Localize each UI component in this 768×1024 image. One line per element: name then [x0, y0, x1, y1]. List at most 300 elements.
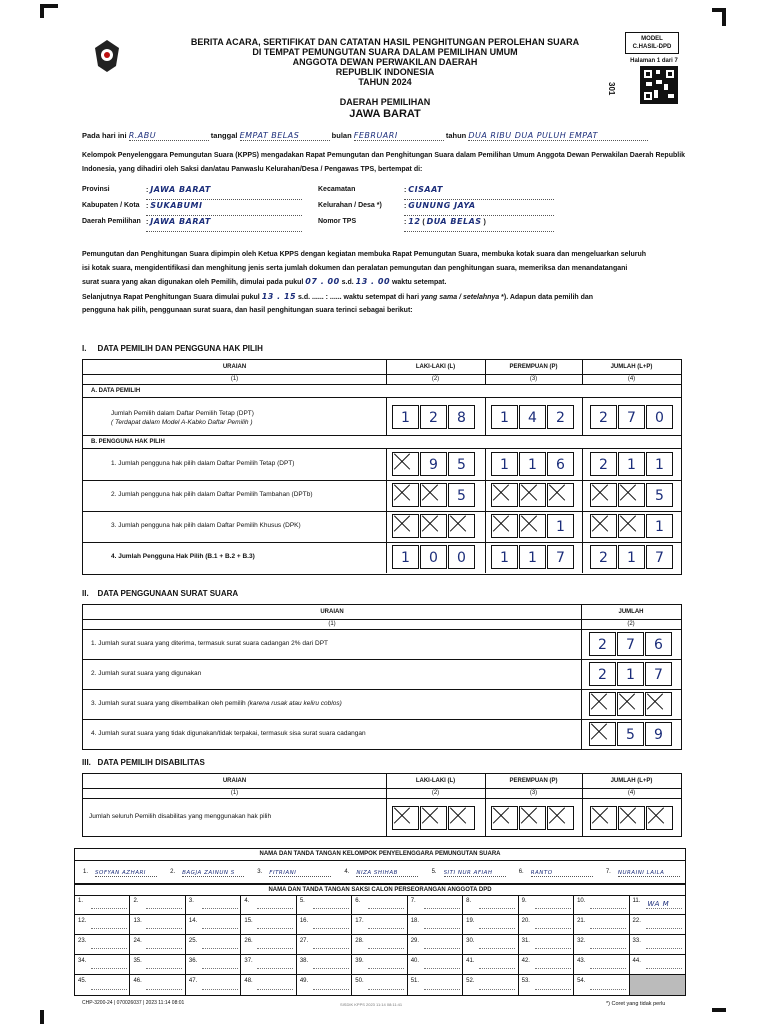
saksi-signature-cell	[630, 895, 685, 915]
digit-box: 5	[448, 483, 475, 507]
digit-box: 7	[618, 405, 645, 429]
digit-box: 1	[519, 545, 546, 569]
s2-row-text: 4. Jumlah surat suara yang tidak digunakan/tidak terpakai, termasuk sisa surat suara cadangan	[91, 730, 366, 737]
crossed-digit-box	[590, 483, 617, 507]
meeting-paragraph	[82, 248, 692, 318]
crossed-digit-box	[618, 514, 645, 538]
digit-box: 1	[617, 662, 644, 686]
digit-box: 5	[448, 452, 475, 476]
b-row-l-cell	[386, 511, 486, 543]
digit-box: 0	[448, 545, 475, 569]
crossed-digit-box	[589, 722, 616, 746]
signature-line	[646, 968, 682, 969]
signature-line	[313, 928, 349, 929]
para-text: *). Adapun data pemilih dan	[501, 293, 594, 301]
corner-mark	[722, 8, 726, 26]
title-line: DI TEMPAT PEMUNGUTAN SUARA DALAM PEMILIHAN UMUM	[252, 47, 518, 57]
saksi-number: 35.	[133, 958, 142, 964]
digit-box: 8	[448, 405, 475, 429]
tahun-label: tahun	[445, 131, 467, 140]
kpps-signature-cell	[162, 860, 249, 883]
saksi-number: 50.	[355, 978, 364, 984]
saksi-number: 32.	[577, 938, 586, 944]
crossed-digit-box	[617, 692, 644, 716]
col-number: (1)	[83, 619, 582, 630]
digit-group	[392, 405, 476, 429]
digit-box: 1	[618, 452, 645, 476]
digit-box: 1	[547, 514, 574, 538]
saksi-number: 39.	[355, 958, 364, 964]
b-row-label: 2. Jumlah pengguna hak pilih dalam Daftar Pemilih Tambahan (DPTb)	[111, 491, 313, 498]
section1-table	[82, 359, 682, 575]
digit-group	[589, 722, 673, 746]
s2-col-uraian: URAIAN	[83, 605, 582, 620]
saksi-number: 30.	[466, 938, 475, 944]
hari-value: R.ABU	[129, 131, 209, 141]
saksi-number: 45.	[78, 978, 87, 984]
kab-value: SUKABUMI	[150, 201, 203, 210]
saksi-signature-cell	[75, 955, 130, 975]
saksi-number: 5.	[299, 898, 305, 904]
saksi-number: 34.	[78, 958, 87, 964]
digit-box: 1	[392, 405, 419, 429]
saksi-number: 17.	[355, 918, 364, 924]
signature-line	[257, 908, 293, 909]
crossed-digit-box	[645, 692, 672, 716]
s2-row-value-cell	[581, 659, 681, 690]
kpps-name: NIZA SHIHAB	[356, 870, 418, 877]
kel-label: Kelurahan / Desa *)	[318, 202, 382, 209]
kpps-signature-cell	[336, 860, 423, 883]
saksi-signature-cell	[297, 915, 352, 935]
s2-row-value-cell	[581, 689, 681, 720]
saksi-number: 12.	[78, 918, 87, 924]
crossed-digit-box	[392, 806, 419, 830]
side-number: 301	[607, 82, 616, 96]
tahun-value: DUA RIBU DUA PULUH EMPAT	[468, 131, 648, 141]
signature-line	[146, 928, 182, 929]
b-row-label-cell	[83, 511, 387, 543]
saksi-number: 46.	[133, 978, 142, 984]
col-j-header: JUMLAH (L+P)	[582, 360, 681, 375]
kab-field: : SUKABUMI	[146, 198, 302, 216]
signature-line	[368, 968, 404, 969]
signature-line	[91, 948, 127, 949]
corner-mark	[40, 4, 44, 18]
saksi-signature-cell	[463, 955, 518, 975]
para-line: isi kotak suara, mengidentifikasi dan menghitung jenis serta jumlah dokumen dan peralatan pemungutan dan penghitungan suara, memeriksa dan menandatangani	[82, 264, 628, 272]
digit-box: 7	[645, 662, 672, 686]
kpps-signature-cell	[598, 860, 685, 883]
b-row-label: 3. Jumlah pengguna hak pilih dalam Daftar Pemilih Khusus (DPK)	[111, 522, 301, 529]
s3-col-l: LAKI-LAKI (L)	[386, 774, 486, 789]
dpt-row-label	[83, 398, 387, 436]
kpps-name: SITI NUR AFIAH	[444, 870, 506, 877]
saksi-signature-cell	[352, 935, 407, 955]
kpps-number: 2.	[170, 869, 176, 875]
saksi-signature-cell	[352, 955, 407, 975]
section-a-label: A. DATA PEMILIH	[83, 384, 681, 398]
para-line: Pemungutan dan Penghitungan Suara dipimpin oleh Ketua KPPS dengan kegiatan membuka Rapat Pemungutan Suara, membuka kotak suara dan mengeluarkan seluruh	[82, 251, 647, 258]
model-code: C.HASIL-DPD	[632, 44, 672, 50]
signature-line	[646, 948, 682, 949]
saksi-signature-cell	[463, 915, 518, 935]
para-text: waktu setempat di hari	[343, 293, 420, 301]
crossed-digit-box	[589, 692, 616, 716]
footer-center: SISDIK KPPS 2023 11:14 08:11:41	[340, 1002, 403, 1007]
kpps-number: 5.	[431, 869, 437, 875]
saksi-number: 31.	[521, 938, 530, 944]
para-text: surat suara yang akan digunakan oleh Pemilih, dimulai pada pukul	[82, 279, 304, 286]
col-p-header: PEREMPUAN (P)	[485, 360, 583, 375]
s3-col-p: PEREMPUAN (P)	[485, 774, 583, 789]
kpps-name: BAGJA ZAINUN S	[182, 870, 244, 877]
crossed-digit-box	[392, 514, 419, 538]
signature-line	[202, 948, 238, 949]
para-text: Selanjutnya Rapat Penghitungan Suara dimulai pukul	[82, 293, 260, 301]
saksi-signature-cell	[130, 895, 185, 915]
section3-heading: III. DATA PEMILIH DISABILITAS	[82, 758, 205, 767]
crossed-digit-box	[547, 806, 574, 830]
saksi-name: WA M	[647, 900, 670, 908]
provinsi-field: : JAWA BARAT	[146, 182, 302, 200]
digit-group	[590, 545, 674, 569]
signature-line	[202, 968, 238, 969]
kpps-name: NURAINI LAILA	[618, 870, 680, 877]
saksi-signature-cell	[463, 975, 518, 995]
saksi-signature-cell	[130, 975, 185, 995]
signature-line	[646, 908, 682, 909]
saksi-number: 27.	[299, 938, 309, 944]
region-name: JAWA BARAT	[349, 108, 421, 120]
saksi-number: 1.	[78, 898, 84, 904]
region-label: DAERAH PEMILIHAN	[339, 97, 431, 107]
saksi-number: 21.	[577, 918, 586, 924]
crossed-digit-box	[618, 483, 645, 507]
col-number: (2)	[386, 788, 486, 799]
kpps-number: 6.	[518, 869, 524, 875]
saksi-number: 47.	[188, 978, 198, 984]
corner-mark	[712, 1008, 726, 1012]
saksi-number: 41.	[466, 958, 475, 964]
signature-line	[590, 989, 626, 990]
b-row-label-cell	[83, 449, 387, 481]
signature-line	[257, 989, 293, 990]
para-line-time	[82, 275, 692, 290]
para-text: waktu setempat.	[391, 279, 447, 286]
digit-box: 1	[519, 452, 546, 476]
bulan-label: bulan	[331, 131, 352, 140]
digit-box: 9	[645, 722, 672, 746]
b-row-label-cell	[83, 480, 387, 512]
crossed-digit-box	[491, 483, 518, 507]
kpps-name: RANTO	[531, 870, 593, 877]
digit-group	[491, 806, 575, 830]
signature-line	[313, 968, 349, 969]
digit-box: 2	[590, 452, 617, 476]
saksi-number: 14.	[188, 918, 198, 924]
signature-line	[590, 908, 626, 909]
saksi-number: 23.	[78, 938, 87, 944]
digit-box: 2	[590, 545, 617, 569]
kec-value: CISAAT	[408, 185, 443, 194]
col-uraian-header: URAIAN	[83, 360, 387, 375]
saksi-signature-cell	[630, 975, 685, 995]
saksi-signature-cell	[130, 935, 185, 955]
saksi-signature-cell	[297, 935, 352, 955]
signature-line	[424, 989, 460, 990]
kpps-number: 3.	[257, 869, 263, 875]
signature-line	[535, 928, 571, 929]
signature-line	[146, 968, 182, 969]
model-box	[625, 32, 679, 54]
digit-box: 4	[519, 405, 546, 429]
saksi-signature-cell	[352, 895, 407, 915]
intro-date-line	[82, 131, 682, 141]
sd-text: s.d.	[298, 293, 311, 301]
dis-j-cell	[582, 798, 681, 836]
saksi-signature-cell	[75, 975, 130, 995]
crossed-digit-box	[420, 514, 447, 538]
s2-row-label-cell	[83, 629, 582, 660]
document-title	[150, 37, 620, 87]
signature-line	[91, 968, 127, 969]
b-row-l-cell	[386, 480, 486, 512]
digit-box: 1	[491, 452, 518, 476]
digit-box: 6	[547, 452, 574, 476]
b-row-j-cell	[582, 480, 681, 512]
page-number: Halaman 1 dari 7	[630, 58, 678, 64]
crossed-digit-box	[519, 806, 546, 830]
provinsi-label: Provinsi	[82, 186, 110, 193]
signature-line	[479, 968, 515, 969]
saksi-signature-cell	[297, 975, 352, 995]
saksi-signature-cell	[630, 915, 685, 935]
crossed-digit-box	[590, 806, 617, 830]
dapil-field: : JAWA BARAT	[146, 214, 302, 232]
signature-line	[257, 968, 293, 969]
digit-box: 6	[645, 632, 672, 656]
saksi-number: 4.	[244, 898, 250, 904]
digit-box: 0	[420, 545, 447, 569]
crossed-digit-box	[646, 806, 673, 830]
saksi-signature-cell	[186, 895, 241, 915]
saksi-signature-cell	[186, 935, 241, 955]
digit-group	[491, 545, 575, 569]
digit-box: 2	[547, 405, 574, 429]
saksi-signature-cell	[186, 955, 241, 975]
saksi-number: 44.	[632, 958, 641, 964]
s2-row-note: (karena rusak atau keliru coblos)	[247, 700, 342, 707]
title-line: TAHUN 2024	[358, 77, 412, 87]
b-row-j-cell	[582, 511, 681, 543]
section2-heading: II. DATA PENGGUNAAN SURAT SUARA	[82, 589, 239, 598]
saksi-number: 26.	[244, 938, 253, 944]
saksi-signature-cell	[75, 895, 130, 915]
title-line: ANGGOTA DEWAN PERWAKILAN DAERAH	[292, 57, 478, 67]
saksi-number: 29.	[410, 938, 420, 944]
saksi-signature-cell	[408, 975, 463, 995]
signature-line	[202, 989, 238, 990]
saksi-signature-cell	[519, 895, 574, 915]
b-row-p-cell	[485, 542, 583, 573]
dis-l-cell	[386, 798, 486, 836]
provinsi-value: JAWA BARAT	[150, 185, 211, 194]
saksi-number: 28.	[355, 938, 364, 944]
saksi-signature-cell	[574, 915, 629, 935]
saksi-number: 51.	[410, 978, 420, 984]
signature-line	[146, 908, 182, 909]
saksi-signature-cell	[408, 915, 463, 935]
tps-words: DUA BELAS	[426, 217, 482, 226]
s2-row-label	[91, 670, 201, 677]
kpu-logo	[92, 38, 122, 74]
signature-line	[479, 928, 515, 929]
s2-row-value-cell	[581, 719, 681, 749]
signature-line	[424, 928, 460, 929]
signature-line	[368, 989, 404, 990]
s2-row-label	[91, 700, 342, 707]
crossed-digit-box	[547, 483, 574, 507]
saksi-number: 11.	[632, 898, 641, 904]
saksi-number: 42.	[521, 958, 530, 964]
bulan-value: FEBRUARI	[354, 131, 444, 141]
kpps-signature-cell	[424, 860, 511, 883]
crossed-digit-box	[420, 483, 447, 507]
title-line: REPUBLIK INDONESIA	[335, 67, 435, 77]
kel-value: GUNUNG JAYA	[408, 201, 476, 210]
saksi-signature-cell	[408, 935, 463, 955]
intro-paragraph: Kelompok Penyelenggara Pemungutan Suara (KPPS) mengadakan Rapat Pemungutan dan Penghitungan Suara dalam Pemilihan Umum Anggota Dewan Perwakilan Daerah Republik Indonesia, yang dihadiri oleh Saksi dan/atau Panwaslu Kelurahan/Desa / Pengawas TPS, bertempat di:	[82, 152, 686, 173]
saksi-signature-cell	[241, 975, 296, 995]
signature-line	[257, 948, 293, 949]
saksi-signature-cell	[519, 915, 574, 935]
kab-label: Kabupaten / Kota	[82, 202, 140, 209]
saksi-signature-cell	[186, 915, 241, 935]
col-number: (1)	[83, 788, 387, 799]
saksi-signature-cell	[519, 955, 574, 975]
saksi-signature-cell	[574, 975, 629, 995]
tps-value: 12	[408, 217, 421, 226]
saksi-signature-cell	[352, 975, 407, 995]
b-row-l-cell	[386, 449, 486, 481]
digit-box: 2	[420, 405, 447, 429]
dpt-p-cell	[485, 398, 583, 436]
signature-line	[590, 928, 626, 929]
kpps-signature-table	[74, 848, 686, 884]
signature-line	[424, 908, 460, 909]
digit-group	[392, 545, 476, 569]
kpps-signature-cell	[249, 860, 336, 883]
signature-line	[313, 989, 349, 990]
saksi-number: 54.	[577, 978, 586, 984]
saksi-signature-cell	[519, 975, 574, 995]
digit-box: 0	[646, 405, 673, 429]
signature-line	[368, 908, 404, 909]
dis-p-cell	[485, 798, 583, 836]
saksi-number: 8.	[466, 898, 472, 904]
digit-group	[590, 405, 674, 429]
crossed-digit-box	[590, 514, 617, 538]
kec-field: : CISAAT	[404, 182, 554, 200]
digit-box: 1	[392, 545, 419, 569]
digit-box: 1	[491, 545, 518, 569]
signature-line	[535, 948, 571, 949]
signature-line	[202, 928, 238, 929]
para-text: yang sama / setelahnya	[420, 293, 500, 301]
crossed-digit-box	[618, 806, 645, 830]
tanggal-label: tanggal	[210, 131, 238, 140]
digit-group	[392, 483, 476, 507]
kel-field: : GUNUNG JAYA	[404, 198, 554, 216]
digit-box: 7	[646, 545, 673, 569]
crossed-digit-box	[448, 806, 475, 830]
saksi-number: 16.	[299, 918, 309, 924]
signature-line	[479, 908, 515, 909]
kpps-signature-cell	[511, 860, 598, 883]
col-l-header: LAKI-LAKI (L)	[386, 360, 486, 375]
saksi-signature-cell	[130, 955, 185, 975]
section-b-label: B. PENGGUNA HAK PILIH	[83, 435, 681, 449]
signature-line	[91, 928, 127, 929]
footer-note: *) Coret yang tidak perlu	[606, 1001, 666, 1007]
signature-line	[313, 908, 349, 909]
signature-line	[646, 928, 682, 929]
kec-label: Kecamatan	[318, 186, 356, 193]
kpps-number: 7.	[605, 869, 611, 875]
crossed-digit-box	[392, 452, 419, 476]
signature-line	[424, 948, 460, 949]
saksi-number: 22.	[632, 918, 641, 924]
kpps-name: FITRIANI	[269, 870, 331, 877]
digit-box: 9	[420, 452, 447, 476]
digit-box: 2	[589, 632, 616, 656]
signature-line	[368, 948, 404, 949]
kpps-number: 4.	[344, 869, 350, 875]
b-row-p-cell	[485, 511, 583, 543]
signature-line	[368, 928, 404, 929]
saksi-number: 24.	[133, 938, 142, 944]
saksi-number: 49.	[299, 978, 309, 984]
saksi-signature-cell	[519, 935, 574, 955]
signature-line	[535, 908, 571, 909]
digit-box: 7	[547, 545, 574, 569]
col-number: (4)	[582, 788, 681, 799]
saksi-signature-cell	[574, 895, 629, 915]
saksi-signature-cell	[630, 955, 685, 975]
saksi-number: 25.	[188, 938, 198, 944]
crossed-digit-box	[392, 483, 419, 507]
model-label: MODEL	[641, 36, 663, 42]
para-line: pengguna hak pilih, penggunaan surat suara, dan hasil penghitungan suara terinci sebagai berikut:	[82, 307, 413, 314]
footer-left: CHP-3200-24 | 070026037 | 2023 11:14 08:01	[82, 1000, 185, 1006]
saksi-signature-cell	[408, 895, 463, 915]
hari-label: Pada hari ini	[82, 131, 127, 140]
digit-group	[590, 452, 674, 476]
saksi-signature-cell	[463, 935, 518, 955]
saksi-signature-cell	[130, 915, 185, 935]
saksi-signature-cell	[241, 935, 296, 955]
saksi-number: 52.	[466, 978, 475, 984]
s2-row-text: 2. Jumlah surat suara yang digunakan	[91, 670, 202, 677]
saksi-signature-cell	[241, 955, 296, 975]
saksi-number: 13.	[133, 918, 142, 924]
signature-line	[91, 989, 127, 990]
digit-group	[590, 806, 674, 830]
signature-line	[590, 968, 626, 969]
saksi-title: NAMA DAN TANDA TANGAN SAKSI CALON PERSEORANGAN ANGGOTA DPD	[75, 885, 685, 896]
b-row-l-cell	[386, 542, 486, 573]
